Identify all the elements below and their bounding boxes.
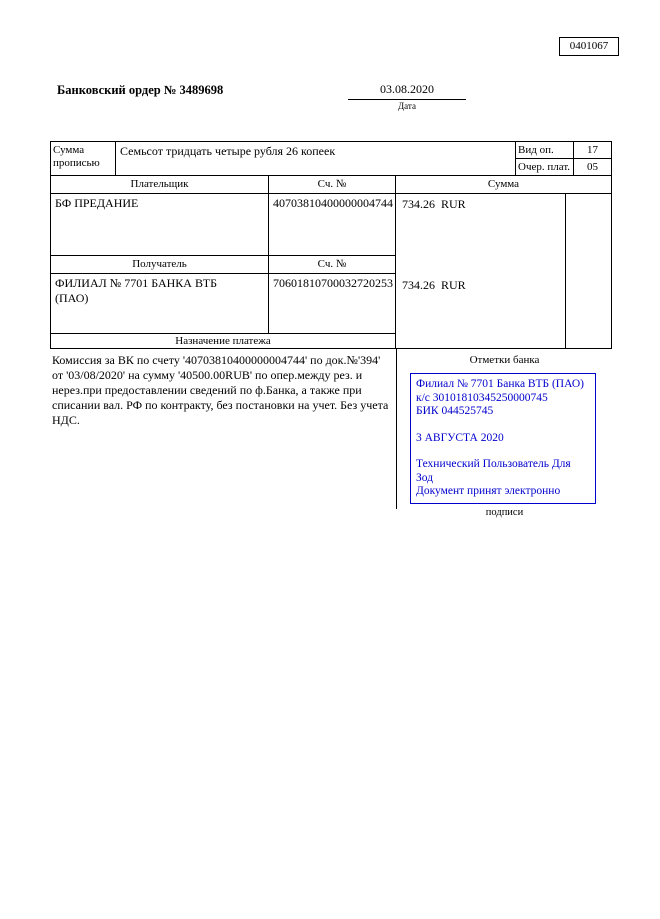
vertical-divider [396, 349, 397, 509]
purpose-text: Комиссия за ВК по счету '40703810400000004744' по док.№'394' от '03/08/2020' на сумму '40500.00RUB' по опер.между рез. и нерез.при предоставлении сведений по ф.Банка, а также при списании вал. РФ по контракту, без постановки на учет. Без учета НДС. [52, 353, 389, 427]
bank-stamp [410, 373, 596, 504]
payee-header: Получатель [51, 256, 269, 274]
stamp-bank-name: Филиал № 7701 Банка ВТБ (ПАО) [416, 378, 584, 390]
payee-account-header: Сч. № [269, 256, 396, 274]
payee-name-text: ФИЛИАЛ № 7701 БАНКА ВТБ (ПАО) [55, 276, 218, 305]
amount-in-words-value: Семьсот тридцать четыре рубля 26 копеек [116, 142, 516, 176]
payer-header: Плательщик [51, 176, 269, 194]
bank-marks-header: Отметки банка [469, 354, 540, 366]
stamp-date: 3 АВГУСТА 2020 [416, 431, 504, 444]
sum-header: Сумма [396, 176, 611, 194]
signatures-label: подписи [485, 507, 524, 518]
stamp-corr-account: к/с 30101810345250000745 [416, 391, 548, 404]
date-value: 03.08.2020 [348, 82, 466, 100]
document-title: Банковский ордер № 3489698 [57, 83, 224, 97]
payer-account-header: Сч. № [269, 176, 396, 194]
payee-name [51, 274, 269, 334]
sum-column [396, 194, 566, 348]
stamp-accepted-note: Документ принят электронно [416, 485, 561, 497]
payee-amount: 734.26 RUR [402, 278, 466, 292]
payment-priority-label: Очер. плат. [516, 159, 574, 176]
purpose-header: Назначение платежа [51, 334, 396, 348]
stamp-bik: БИК 044525745 [416, 405, 494, 417]
operation-type-label: Вид оп. [516, 142, 574, 159]
order-table [50, 141, 612, 349]
stamp-operator: Технический Пользователь Для Зод [416, 458, 571, 484]
payment-priority-value: 05 [574, 159, 611, 176]
payer-account: 40703810400000004744 [269, 194, 396, 256]
payer-name: БФ ПРЕДАНИЕ [51, 194, 269, 256]
form-code-box [559, 37, 619, 56]
form-code: 0401067 [569, 40, 609, 52]
payee-account: 70601810700032720253 [269, 274, 396, 334]
date-label: Дата [398, 101, 416, 111]
date-block [348, 82, 466, 111]
payer-amount: 734.26 RUR [402, 197, 466, 211]
operation-type-value: 17 [574, 142, 611, 159]
sum-column-empty [566, 194, 611, 348]
amount-in-words-label: Сумма прописью [51, 142, 116, 176]
